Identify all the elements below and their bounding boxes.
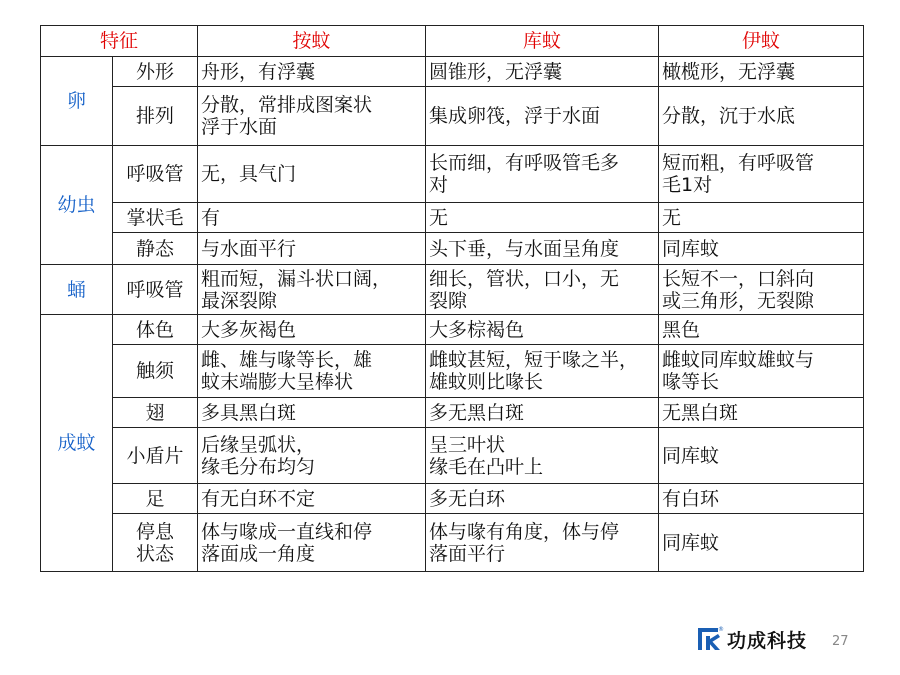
table-row xyxy=(41,315,864,345)
company-logo xyxy=(697,624,807,654)
comparison-table xyxy=(40,25,864,572)
anopheles-cell: 无，具气门 xyxy=(198,146,426,203)
table-row xyxy=(41,233,864,265)
aedes-cell: 短而粗，有呼吸管 毛1对 xyxy=(659,146,864,203)
svg-text:®: ® xyxy=(718,626,724,633)
header-aedes: 伊蚊 xyxy=(659,26,864,57)
feature-cell: 静态 xyxy=(113,233,198,265)
anopheles-cell: 与水面平行 xyxy=(198,233,426,265)
culex-cell: 头下垂，与水面呈角度 xyxy=(426,233,659,265)
aedes-cell: 黑色 xyxy=(659,315,864,345)
page-number: 27 xyxy=(832,634,849,649)
anopheles-cell: 粗而短，漏斗状口阔， 最深裂隙 xyxy=(198,265,426,315)
culex-cell: 大多棕褐色 xyxy=(426,315,659,345)
feature-cell: 翅 xyxy=(113,398,198,428)
culex-cell: 雌蚊甚短，短于喙之半， 雄蚊则比喙长 xyxy=(426,345,659,398)
anopheles-cell: 大多灰褐色 xyxy=(198,315,426,345)
culex-cell: 呈三叶状 缘毛在凸叶上 xyxy=(426,428,659,484)
table-row xyxy=(41,203,864,233)
table-row xyxy=(41,484,864,514)
culex-cell: 多无黑白斑 xyxy=(426,398,659,428)
table-row xyxy=(41,146,864,203)
feature-cell: 触须 xyxy=(113,345,198,398)
company-logo-icon xyxy=(697,625,723,653)
culex-cell: 无 xyxy=(426,203,659,233)
feature-cell: 停息 状态 xyxy=(113,514,198,572)
category-cell: 成蚊 xyxy=(41,315,113,572)
header-row xyxy=(41,26,864,57)
anopheles-cell: 舟形，有浮囊 xyxy=(198,57,426,87)
aedes-cell: 橄榄形，无浮囊 xyxy=(659,57,864,87)
aedes-cell: 雌蚊同库蚊雄蚊与 喙等长 xyxy=(659,345,864,398)
header-feature: 特征 xyxy=(41,26,198,57)
table-row xyxy=(41,514,864,572)
anopheles-cell: 分散，常排成图案状 浮于水面 xyxy=(198,87,426,146)
culex-cell: 长而细，有呼吸管毛多 对 xyxy=(426,146,659,203)
feature-cell: 排列 xyxy=(113,87,198,146)
feature-cell: 小盾片 xyxy=(113,428,198,484)
feature-cell: 外形 xyxy=(113,57,198,87)
aedes-cell: 无黑白斑 xyxy=(659,398,864,428)
table-row xyxy=(41,87,864,146)
anopheles-cell: 有 xyxy=(198,203,426,233)
table-row xyxy=(41,398,864,428)
header-anopheles: 按蚊 xyxy=(198,26,426,57)
aedes-cell: 分散，沉于水底 xyxy=(659,87,864,146)
culex-cell: 细长，管状，口小，无 裂隙 xyxy=(426,265,659,315)
aedes-cell: 有白环 xyxy=(659,484,864,514)
table-row xyxy=(41,265,864,315)
anopheles-cell: 后缘呈弧状， 缘毛分布均匀 xyxy=(198,428,426,484)
header-culex: 库蚊 xyxy=(426,26,659,57)
feature-cell: 呼吸管 xyxy=(113,265,198,315)
feature-cell: 足 xyxy=(113,484,198,514)
company-name: 功成科技 xyxy=(727,629,808,652)
anopheles-cell: 体与喙成一直线和停 落面成一角度 xyxy=(198,514,426,572)
feature-cell: 呼吸管 xyxy=(113,146,198,203)
feature-cell: 体色 xyxy=(113,315,198,345)
category-cell: 幼虫 xyxy=(41,146,113,265)
anopheles-cell: 雌、雄与喙等长，雄 蚊末端膨大呈棒状 xyxy=(198,345,426,398)
table-row xyxy=(41,428,864,484)
aedes-cell: 同库蚊 xyxy=(659,233,864,265)
category-cell: 蛹 xyxy=(41,265,113,315)
table-row xyxy=(41,57,864,87)
anopheles-cell: 多具黑白斑 xyxy=(198,398,426,428)
anopheles-cell: 有无白环不定 xyxy=(198,484,426,514)
culex-cell: 多无白环 xyxy=(426,484,659,514)
aedes-cell: 长短不一，口斜向 或三角形，无裂隙 xyxy=(659,265,864,315)
table-row xyxy=(41,345,864,398)
culex-cell: 集成卵筏，浮于水面 xyxy=(426,87,659,146)
culex-cell: 圆锥形，无浮囊 xyxy=(426,57,659,87)
feature-cell: 掌状毛 xyxy=(113,203,198,233)
aedes-cell: 同库蚊 xyxy=(659,428,864,484)
category-cell: 卵 xyxy=(41,57,113,146)
aedes-cell: 同库蚊 xyxy=(659,514,864,572)
aedes-cell: 无 xyxy=(659,203,864,233)
culex-cell: 体与喙有角度，体与停 落面平行 xyxy=(426,514,659,572)
